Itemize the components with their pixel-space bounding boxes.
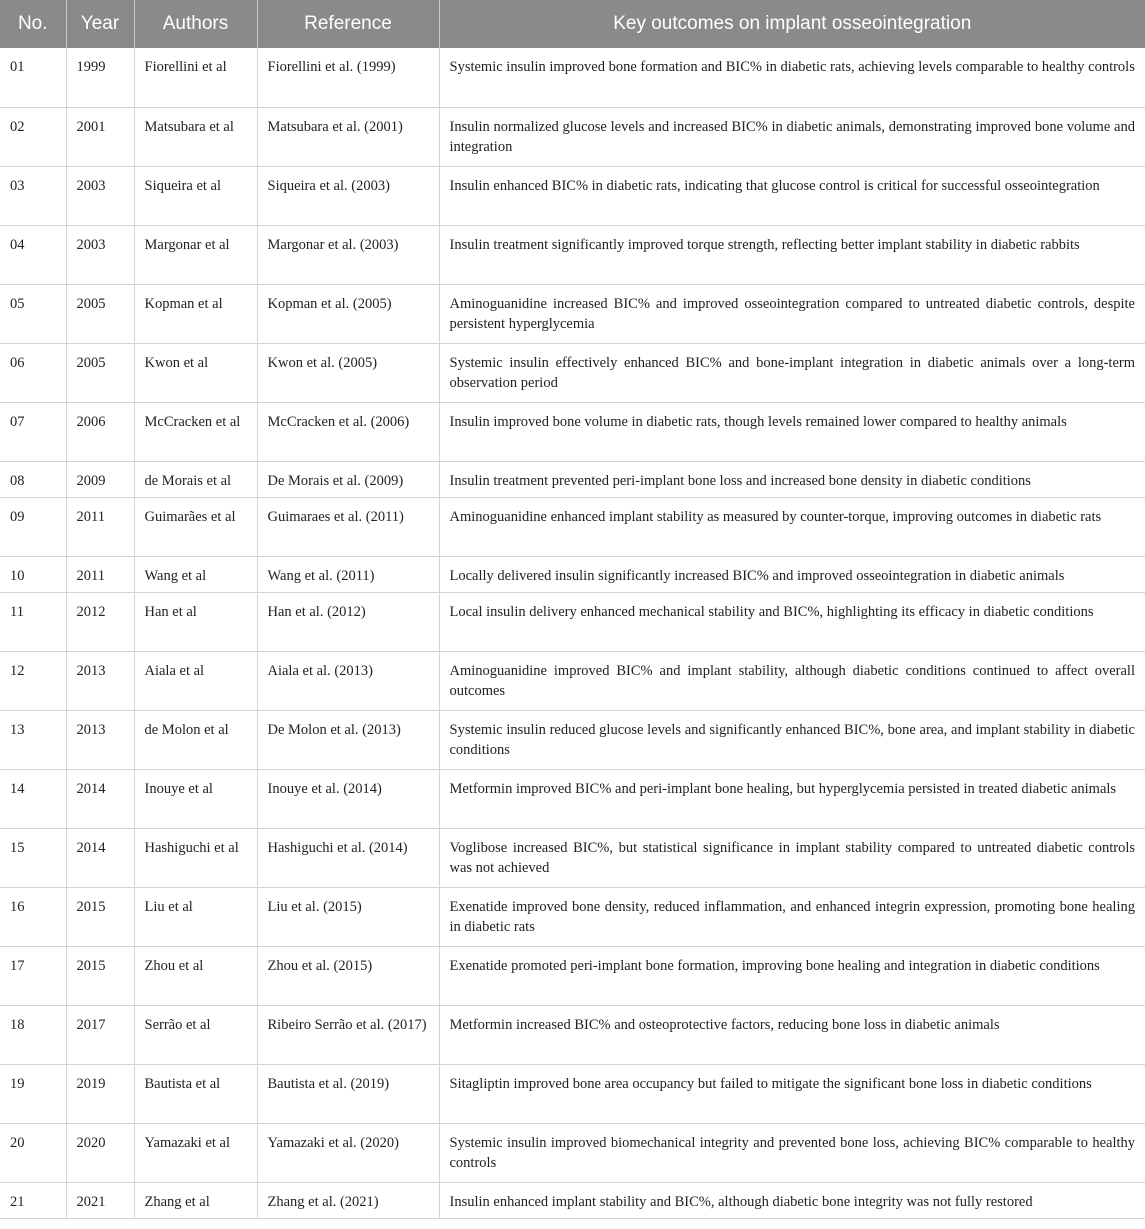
cell-year: 2015 bbox=[66, 887, 134, 946]
table-row bbox=[0, 166, 1145, 225]
cell-reference: Margonar et al. (2003) bbox=[257, 225, 439, 284]
cell-authors: Siqueira et al bbox=[134, 166, 257, 225]
cell-reference: Han et al. (2012) bbox=[257, 592, 439, 651]
cell-year: 2006 bbox=[66, 402, 134, 461]
cell-no: 12 bbox=[0, 651, 66, 710]
cell-reference: Wang et al. (2011) bbox=[257, 556, 439, 592]
cell-reference: De Morais et al. (2009) bbox=[257, 461, 439, 497]
table-row bbox=[0, 1182, 1145, 1218]
cell-reference: Ribeiro Serrão et al. (2017) bbox=[257, 1005, 439, 1064]
table-row bbox=[0, 225, 1145, 284]
cell-no: 16 bbox=[0, 887, 66, 946]
cell-reference: Fiorellini et al. (1999) bbox=[257, 48, 439, 107]
cell-year: 2014 bbox=[66, 828, 134, 887]
cell-year: 2014 bbox=[66, 769, 134, 828]
cell-reference: McCracken et al. (2006) bbox=[257, 402, 439, 461]
cell-reference: Matsubara et al. (2001) bbox=[257, 107, 439, 166]
cell-no: 19 bbox=[0, 1064, 66, 1123]
header-row bbox=[0, 0, 1145, 48]
cell-no: 04 bbox=[0, 225, 66, 284]
cell-reference: Kwon et al. (2005) bbox=[257, 343, 439, 402]
header-reference: Reference bbox=[257, 0, 439, 48]
cell-reference: Aiala et al. (2013) bbox=[257, 651, 439, 710]
table-row bbox=[0, 1064, 1145, 1123]
header-year: Year bbox=[66, 0, 134, 48]
cell-authors: Wang et al bbox=[134, 556, 257, 592]
cell-authors: Matsubara et al bbox=[134, 107, 257, 166]
cell-no: 08 bbox=[0, 461, 66, 497]
cell-year: 2011 bbox=[66, 497, 134, 556]
table-row bbox=[0, 1123, 1145, 1182]
cell-no: 13 bbox=[0, 710, 66, 769]
table-row bbox=[0, 887, 1145, 946]
table-row bbox=[0, 284, 1145, 343]
cell-authors: Kopman et al bbox=[134, 284, 257, 343]
cell-year: 1999 bbox=[66, 48, 134, 107]
cell-authors: Serrão et al bbox=[134, 1005, 257, 1064]
cell-no: 01 bbox=[0, 48, 66, 107]
cell-year: 2013 bbox=[66, 651, 134, 710]
cell-no: 06 bbox=[0, 343, 66, 402]
cell-authors: Bautista et al bbox=[134, 1064, 257, 1123]
header-outcomes: Key outcomes on implant osseointegration bbox=[439, 0, 1145, 48]
cell-outcome: Systemic insulin effectively enhanced BIC% and bone-implant integration in diabetic animals over a long-term observation period bbox=[439, 343, 1145, 402]
cell-year: 2017 bbox=[66, 1005, 134, 1064]
cell-authors: Zhou et al bbox=[134, 946, 257, 1005]
cell-authors: McCracken et al bbox=[134, 402, 257, 461]
cell-authors: Hashiguchi et al bbox=[134, 828, 257, 887]
cell-no: 20 bbox=[0, 1123, 66, 1182]
table-row bbox=[0, 946, 1145, 1005]
cell-reference: Inouye et al. (2014) bbox=[257, 769, 439, 828]
cell-authors: de Molon et al bbox=[134, 710, 257, 769]
cell-no: 05 bbox=[0, 284, 66, 343]
cell-reference: Zhang et al. (2021) bbox=[257, 1182, 439, 1218]
cell-authors: Kwon et al bbox=[134, 343, 257, 402]
cell-no: 03 bbox=[0, 166, 66, 225]
cell-no: 11 bbox=[0, 592, 66, 651]
cell-no: 14 bbox=[0, 769, 66, 828]
cell-year: 2001 bbox=[66, 107, 134, 166]
cell-no: 09 bbox=[0, 497, 66, 556]
cell-no: 15 bbox=[0, 828, 66, 887]
table-row bbox=[0, 107, 1145, 166]
cell-year: 2015 bbox=[66, 946, 134, 1005]
cell-authors: Fiorellini et al bbox=[134, 48, 257, 107]
cell-outcome: Voglibose increased BIC%, but statistical significance in implant stability compared to untreated diabetic controls was not achieved bbox=[439, 828, 1145, 887]
cell-reference: Hashiguchi et al. (2014) bbox=[257, 828, 439, 887]
cell-authors: Zhang et al bbox=[134, 1182, 257, 1218]
cell-outcome: Insulin treatment prevented peri-implant bone loss and increased bone density in diabetic conditions bbox=[439, 461, 1145, 497]
cell-outcome: Sitagliptin improved bone area occupancy but failed to mitigate the significant bone loss in diabetic conditions bbox=[439, 1064, 1145, 1123]
cell-reference: Kopman et al. (2005) bbox=[257, 284, 439, 343]
cell-no: 10 bbox=[0, 556, 66, 592]
cell-year: 2019 bbox=[66, 1064, 134, 1123]
cell-outcome: Metformin increased BIC% and osteoprotective factors, reducing bone loss in diabetic animals bbox=[439, 1005, 1145, 1064]
table-row bbox=[0, 651, 1145, 710]
cell-authors: Liu et al bbox=[134, 887, 257, 946]
cell-year: 2005 bbox=[66, 284, 134, 343]
table-row bbox=[0, 1005, 1145, 1064]
cell-outcome: Systemic insulin improved bone formation and BIC% in diabetic rats, achieving levels comparable to healthy controls bbox=[439, 48, 1145, 107]
header-authors: Authors bbox=[134, 0, 257, 48]
cell-outcome: Insulin normalized glucose levels and increased BIC% in diabetic animals, demonstrating improved bone volume and integration bbox=[439, 107, 1145, 166]
cell-reference: De Molon et al. (2013) bbox=[257, 710, 439, 769]
cell-year: 2009 bbox=[66, 461, 134, 497]
cell-reference: Zhou et al. (2015) bbox=[257, 946, 439, 1005]
table-row bbox=[0, 48, 1145, 107]
cell-reference: Liu et al. (2015) bbox=[257, 887, 439, 946]
header-no: No. bbox=[0, 0, 66, 48]
table-row bbox=[0, 343, 1145, 402]
cell-authors: Margonar et al bbox=[134, 225, 257, 284]
cell-outcome: Local insulin delivery enhanced mechanical stability and BIC%, highlighting its efficacy in diabetic conditions bbox=[439, 592, 1145, 651]
cell-no: 07 bbox=[0, 402, 66, 461]
cell-outcome: Insulin improved bone volume in diabetic rats, though levels remained lower compared to healthy animals bbox=[439, 402, 1145, 461]
cell-authors: Inouye et al bbox=[134, 769, 257, 828]
cell-year: 2011 bbox=[66, 556, 134, 592]
cell-no: 18 bbox=[0, 1005, 66, 1064]
cell-year: 2013 bbox=[66, 710, 134, 769]
table-row bbox=[0, 828, 1145, 887]
cell-outcome: Insulin enhanced implant stability and BIC%, although diabetic bone integrity was not fully restored bbox=[439, 1182, 1145, 1218]
cell-year: 2021 bbox=[66, 1182, 134, 1218]
cell-reference: Siqueira et al. (2003) bbox=[257, 166, 439, 225]
cell-authors: Guimarães et al bbox=[134, 497, 257, 556]
cell-year: 2020 bbox=[66, 1123, 134, 1182]
cell-year: 2003 bbox=[66, 225, 134, 284]
cell-year: 2005 bbox=[66, 343, 134, 402]
cell-outcome: Insulin treatment significantly improved torque strength, reflecting better implant stability in diabetic rabbits bbox=[439, 225, 1145, 284]
cell-no: 17 bbox=[0, 946, 66, 1005]
table-row bbox=[0, 556, 1145, 592]
cell-outcome: Insulin enhanced BIC% in diabetic rats, indicating that glucose control is critical for successful osseointegration bbox=[439, 166, 1145, 225]
cell-outcome: Systemic insulin improved biomechanical integrity and prevented bone loss, achieving BIC% comparable to healthy controls bbox=[439, 1123, 1145, 1182]
cell-no: 21 bbox=[0, 1182, 66, 1218]
cell-no: 02 bbox=[0, 107, 66, 166]
table-row bbox=[0, 769, 1145, 828]
table-row bbox=[0, 497, 1145, 556]
cell-year: 2012 bbox=[66, 592, 134, 651]
cell-outcome: Exenatide promoted peri-implant bone formation, improving bone healing and integration in diabetic conditions bbox=[439, 946, 1145, 1005]
cell-outcome: Locally delivered insulin significantly increased BIC% and improved osseointegration in diabetic animals bbox=[439, 556, 1145, 592]
cell-authors: Yamazaki et al bbox=[134, 1123, 257, 1182]
cell-reference: Guimaraes et al. (2011) bbox=[257, 497, 439, 556]
table-row bbox=[0, 402, 1145, 461]
cell-year: 2003 bbox=[66, 166, 134, 225]
cell-outcome: Metformin improved BIC% and peri-implant bone healing, but hyperglycemia persisted in treated diabetic animals bbox=[439, 769, 1145, 828]
cell-outcome: Aminoguanidine improved BIC% and implant stability, although diabetic conditions continued to affect overall outcomes bbox=[439, 651, 1145, 710]
cell-outcome: Aminoguanidine enhanced implant stability as measured by counter-torque, improving outcomes in diabetic rats bbox=[439, 497, 1145, 556]
cell-outcome: Aminoguanidine increased BIC% and improved osseointegration compared to untreated diabetic controls, despite persistent hyperglycemia bbox=[439, 284, 1145, 343]
cell-authors: Aiala et al bbox=[134, 651, 257, 710]
cell-reference: Bautista et al. (2019) bbox=[257, 1064, 439, 1123]
cell-outcome: Systemic insulin reduced glucose levels and significantly enhanced BIC%, bone area, and implant stability in diabetic conditions bbox=[439, 710, 1145, 769]
table-row bbox=[0, 592, 1145, 651]
table-row bbox=[0, 461, 1145, 497]
cell-reference: Yamazaki et al. (2020) bbox=[257, 1123, 439, 1182]
cell-outcome: Exenatide improved bone density, reduced inflammation, and enhanced integrin expression, promoting bone healing in diabetic rats bbox=[439, 887, 1145, 946]
cell-authors: Han et al bbox=[134, 592, 257, 651]
cell-authors: de Morais et al bbox=[134, 461, 257, 497]
table-row bbox=[0, 710, 1145, 769]
